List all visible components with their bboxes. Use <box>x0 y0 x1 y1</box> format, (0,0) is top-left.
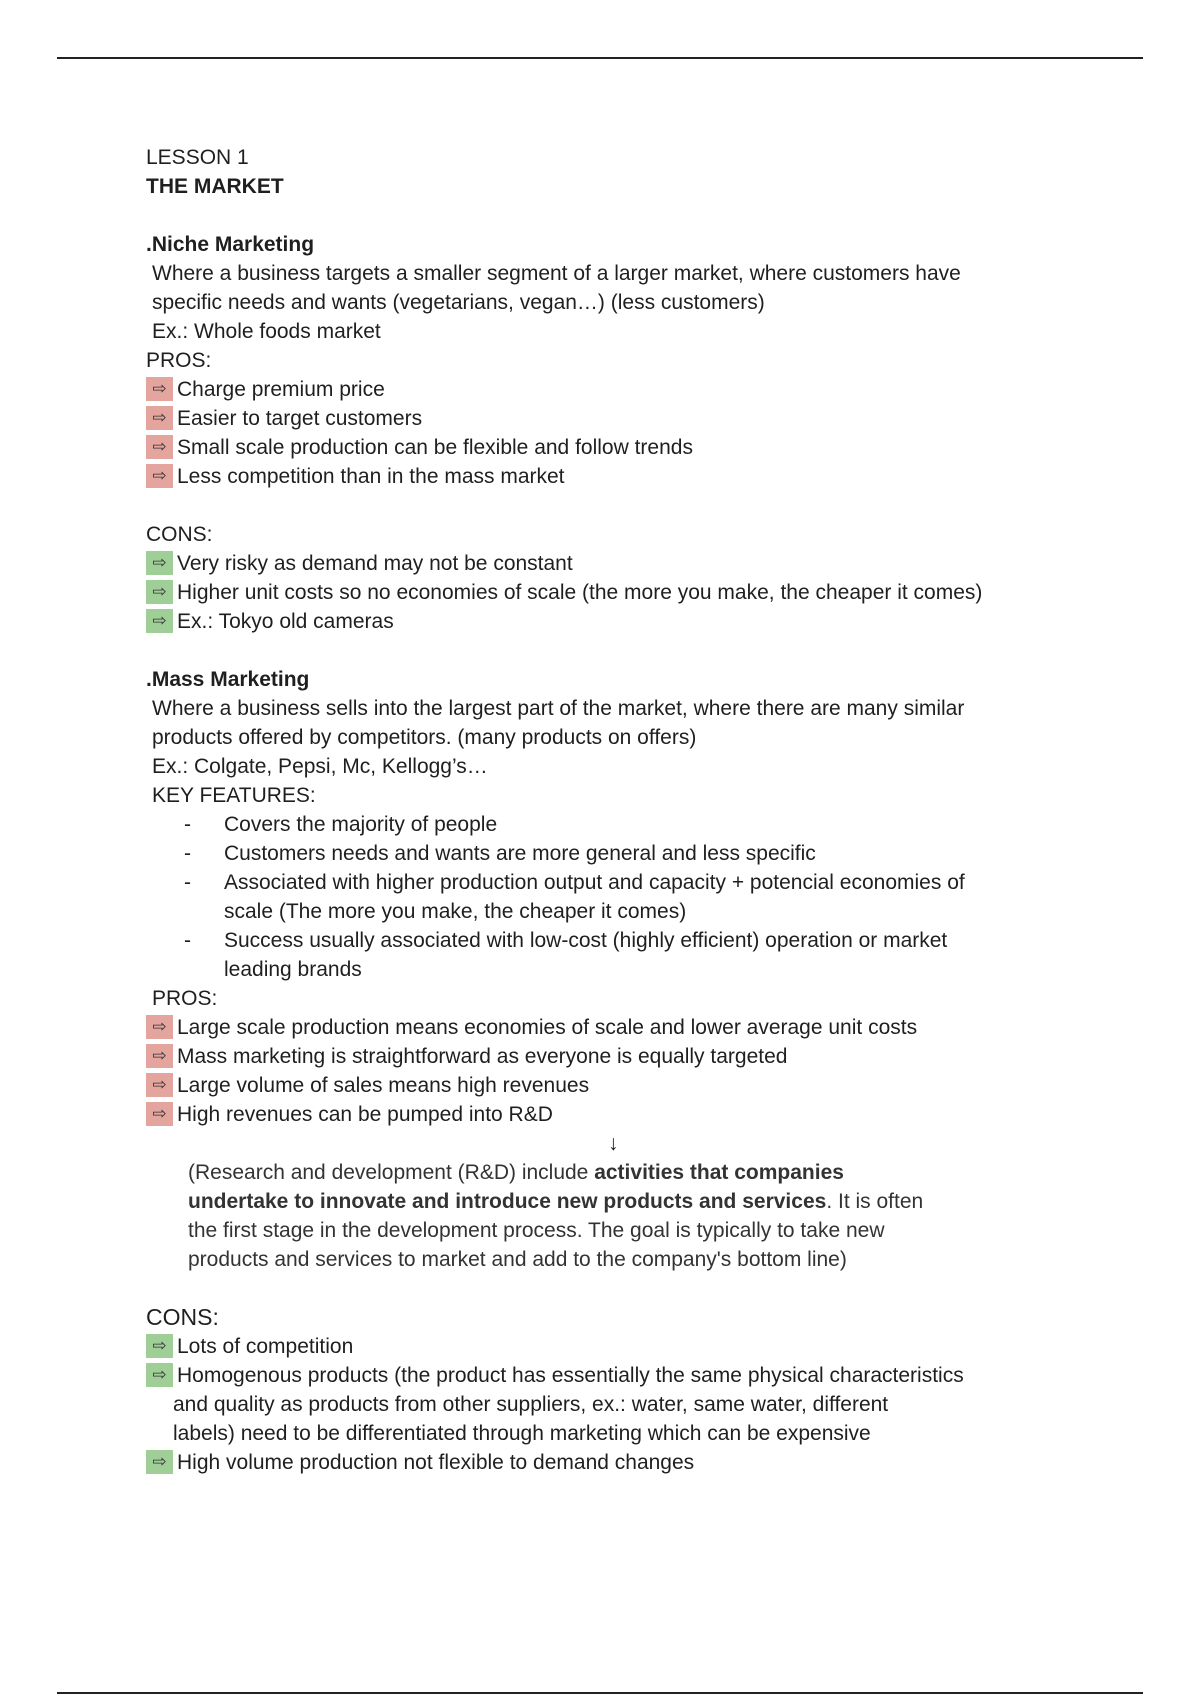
mass-pro-item <box>146 1042 1076 1071</box>
list-item <box>184 810 1076 839</box>
list-item <box>184 839 1076 868</box>
spacer <box>146 201 1076 230</box>
dash-bullet: - <box>184 871 191 894</box>
niche-con-item <box>146 607 1076 636</box>
mass-definition-line-2: products offered by competitors. (many products on offers) <box>152 726 697 749</box>
niche-pro-text: Small scale production can be flexible and follow trends <box>177 436 693 459</box>
rd-text: products and services to market and add to the company's bottom line) <box>188 1248 847 1271</box>
mass-con-text: High volume production not flexible to demand changes <box>177 1451 695 1474</box>
niche-con-item <box>146 549 1076 578</box>
lesson-label: LESSON 1 <box>146 146 249 169</box>
feature-text-continued: scale (The more you make, the cheaper it comes) <box>224 900 687 923</box>
document-body <box>146 143 1076 1477</box>
mass-pro-item <box>146 1071 1076 1100</box>
top-rule <box>57 57 1143 59</box>
rd-text-bold: activities that companies <box>594 1161 844 1184</box>
niche-pro-text: Easier to target customers <box>177 407 423 430</box>
dash-bullet: - <box>184 813 191 836</box>
arrow-icon: ⇨ <box>146 580 173 604</box>
mass-pro-text: Mass marketing is straightforward as everyone is equally targeted <box>177 1045 788 1068</box>
page-title: THE MARKET <box>146 175 284 198</box>
arrow-icon: ⇨ <box>146 435 173 459</box>
mass-features-label: KEY FEATURES: <box>152 784 316 807</box>
rd-explanation <box>146 1158 1076 1274</box>
mass-pro-text: High revenues can be pumped into R&D <box>177 1103 553 1126</box>
niche-definition-line-1: Where a business targets a smaller segment of a larger market, where customers have <box>152 262 961 285</box>
arrow-icon: ⇨ <box>146 609 173 633</box>
feature-text: Covers the majority of people <box>224 813 498 836</box>
spacer <box>146 636 1076 665</box>
mass-pro-text: Large scale production means economies of scale and lower average unit costs <box>177 1016 918 1039</box>
niche-example: Ex.: Whole foods market <box>152 320 381 343</box>
bottom-rule <box>57 1692 1143 1694</box>
niche-pro-item <box>146 462 1076 491</box>
arrow-icon: ⇨ <box>146 1450 173 1474</box>
niche-con-text: Ex.: Tokyo old cameras <box>177 610 394 633</box>
feature-text-continued: leading brands <box>224 958 362 981</box>
rd-text: the first stage in the development process. The goal is typically to take new <box>188 1219 885 1242</box>
feature-text: Customers needs and wants are more general and less specific <box>224 842 816 865</box>
mass-definition-line-1: Where a business sells into the largest part of the market, where there are many similar <box>152 697 965 720</box>
dash-bullet: - <box>184 929 191 952</box>
niche-heading: .Niche Marketing <box>146 233 315 256</box>
feature-text: Associated with higher production output and capacity + potencial economies of <box>224 871 965 894</box>
niche-cons-label: CONS: <box>146 523 213 546</box>
niche-con-item <box>146 578 1076 607</box>
arrow-icon: ⇨ <box>146 377 173 401</box>
key-features-list <box>146 810 1076 984</box>
feature-text: Success usually associated with low-cost (highly efficient) operation or market <box>224 929 948 952</box>
arrow-icon: ⇨ <box>146 1363 173 1387</box>
arrow-icon: ⇨ <box>146 406 173 430</box>
mass-pro-text: Large volume of sales means high revenues <box>177 1074 590 1097</box>
niche-pro-text: Charge premium price <box>177 378 385 401</box>
mass-con-text-continued: and quality as products from other suppliers, ex.: water, same water, different <box>173 1393 889 1416</box>
mass-example: Ex.: Colgate, Pepsi, Mc, Kellogg’s… <box>152 755 488 778</box>
list-item <box>184 868 1076 926</box>
arrow-icon: ⇨ <box>146 1015 173 1039</box>
rd-text-bold: undertake to innovate and introduce new products and services <box>188 1190 827 1213</box>
mass-con-item <box>146 1361 1076 1448</box>
rd-text: . It is often <box>826 1190 924 1213</box>
spacer <box>146 491 1076 520</box>
mass-con-text-continued: labels) need to be differentiated through marketing which can be expensive <box>173 1422 871 1445</box>
mass-con-item <box>146 1448 1076 1477</box>
niche-pro-item <box>146 375 1076 404</box>
list-item <box>184 926 1076 984</box>
mass-con-text: Homogenous products (the product has essentially the same physical characteristics <box>177 1364 964 1387</box>
arrow-icon: ⇨ <box>146 1102 173 1126</box>
niche-pro-item <box>146 433 1076 462</box>
arrow-icon: ⇨ <box>146 1044 173 1068</box>
mass-con-item <box>146 1332 1076 1361</box>
niche-pros-label: PROS: <box>146 349 212 372</box>
down-arrow-icon: ↓ <box>608 1132 619 1155</box>
niche-con-text: Higher unit costs so no economies of scale (the more you make, the cheaper it comes) <box>177 581 983 604</box>
arrow-icon: ⇨ <box>146 1073 173 1097</box>
spacer <box>146 1274 1076 1303</box>
niche-con-text: Very risky as demand may not be constant <box>177 552 573 575</box>
mass-pro-item <box>146 1100 1076 1129</box>
dash-bullet: - <box>184 842 191 865</box>
rd-text: (Research and development (R&D) include <box>188 1161 595 1184</box>
arrow-icon: ⇨ <box>146 551 173 575</box>
mass-heading: .Mass Marketing <box>146 668 310 691</box>
mass-pro-item <box>146 1013 1076 1042</box>
mass-pros-label: PROS: <box>152 987 218 1010</box>
niche-pro-item <box>146 404 1076 433</box>
niche-pro-text: Less competition than in the mass market <box>177 465 565 488</box>
arrow-icon: ⇨ <box>146 1334 173 1358</box>
niche-definition-line-2: specific needs and wants (vegetarians, vegan…) (less customers) <box>152 291 765 314</box>
mass-cons-label: CONS: <box>146 1304 219 1330</box>
arrow-icon: ⇨ <box>146 464 173 488</box>
mass-con-text: Lots of competition <box>177 1335 354 1358</box>
